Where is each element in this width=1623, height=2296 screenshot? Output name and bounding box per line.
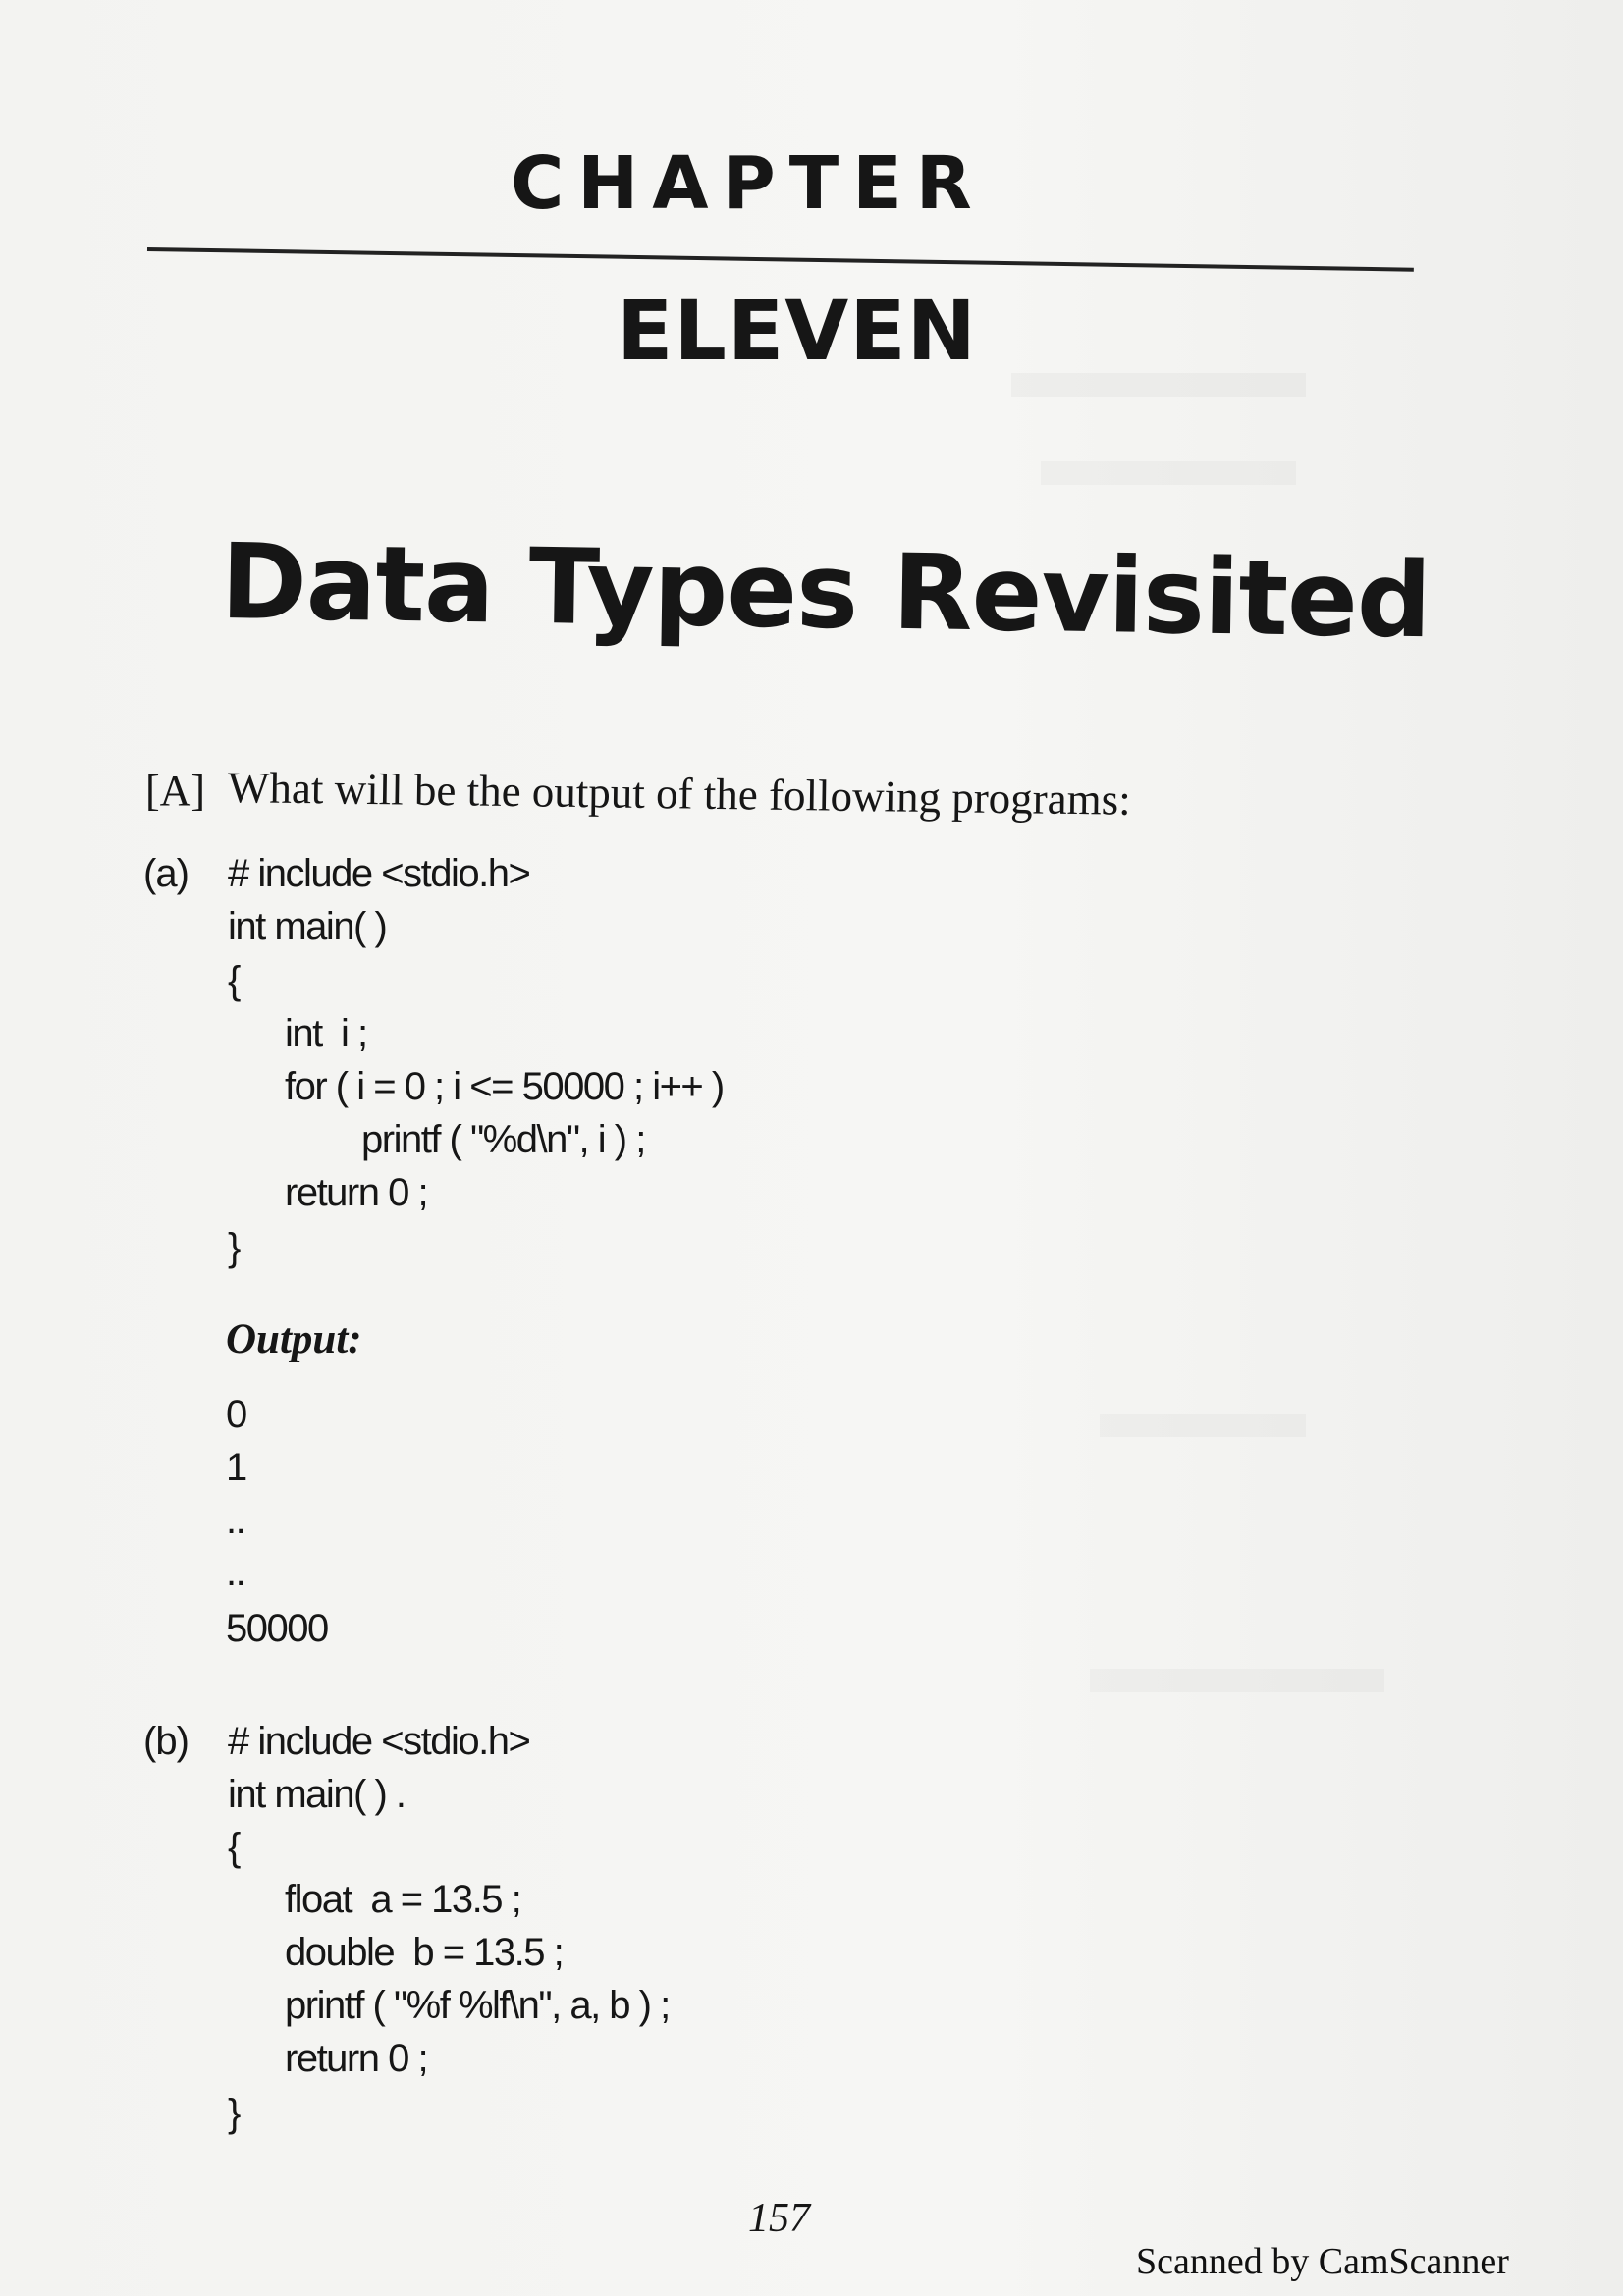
chapter-label: CHAPTER [511, 141, 986, 226]
code-line: float a = 13.5 ; [285, 1878, 521, 1921]
code-line: printf ( "%f %lf\n", a, b ) ; [285, 1984, 670, 2027]
code-line: } [228, 1226, 240, 1269]
chapter-rule [147, 247, 1414, 272]
page-number: 157 [748, 2196, 810, 2241]
program-a-label: (a) [143, 852, 189, 895]
code-line: { [228, 959, 240, 1002]
bleed-through-mark [1011, 373, 1306, 397]
code-line: printf ( "%d\n", i ) ; [361, 1118, 645, 1161]
section-a-question: What will be the output of the following programs: [227, 763, 1132, 825]
output-line: 50000 [226, 1607, 328, 1650]
output-line: 0 [226, 1393, 246, 1436]
output-line: .. [226, 1499, 245, 1542]
program-b-label: (b) [143, 1720, 189, 1763]
code-line: # include <stdio.h> [228, 852, 530, 895]
code-line: double b = 13.5 ; [285, 1931, 564, 1974]
code-line: } [228, 2092, 240, 2135]
bleed-through-mark [1090, 1669, 1384, 1692]
code-line: int main( ) [228, 905, 387, 948]
bleed-through-mark [1100, 1414, 1306, 1437]
output-label: Output: [226, 1316, 362, 1362]
scanner-watermark: Scanned by CamScanner [1136, 2241, 1509, 2282]
code-line: return 0 ; [285, 1171, 428, 1214]
code-line: # include <stdio.h> [228, 1720, 530, 1763]
output-line: 1 [226, 1446, 246, 1489]
section-a-label: [A] [145, 767, 206, 815]
code-line: { [228, 1826, 240, 1869]
bleed-through-mark [1041, 461, 1296, 485]
chapter-title: Data Types Revisited [220, 521, 1432, 662]
chapter-number: ELEVEN [617, 283, 977, 379]
code-line: int i ; [285, 1012, 367, 1055]
output-line: .. [226, 1551, 245, 1594]
code-line: return 0 ; [285, 2037, 428, 2080]
code-line: for ( i = 0 ; i <= 50000 ; i++ ) [285, 1065, 724, 1108]
code-line: int main( ) . [228, 1773, 406, 1816]
